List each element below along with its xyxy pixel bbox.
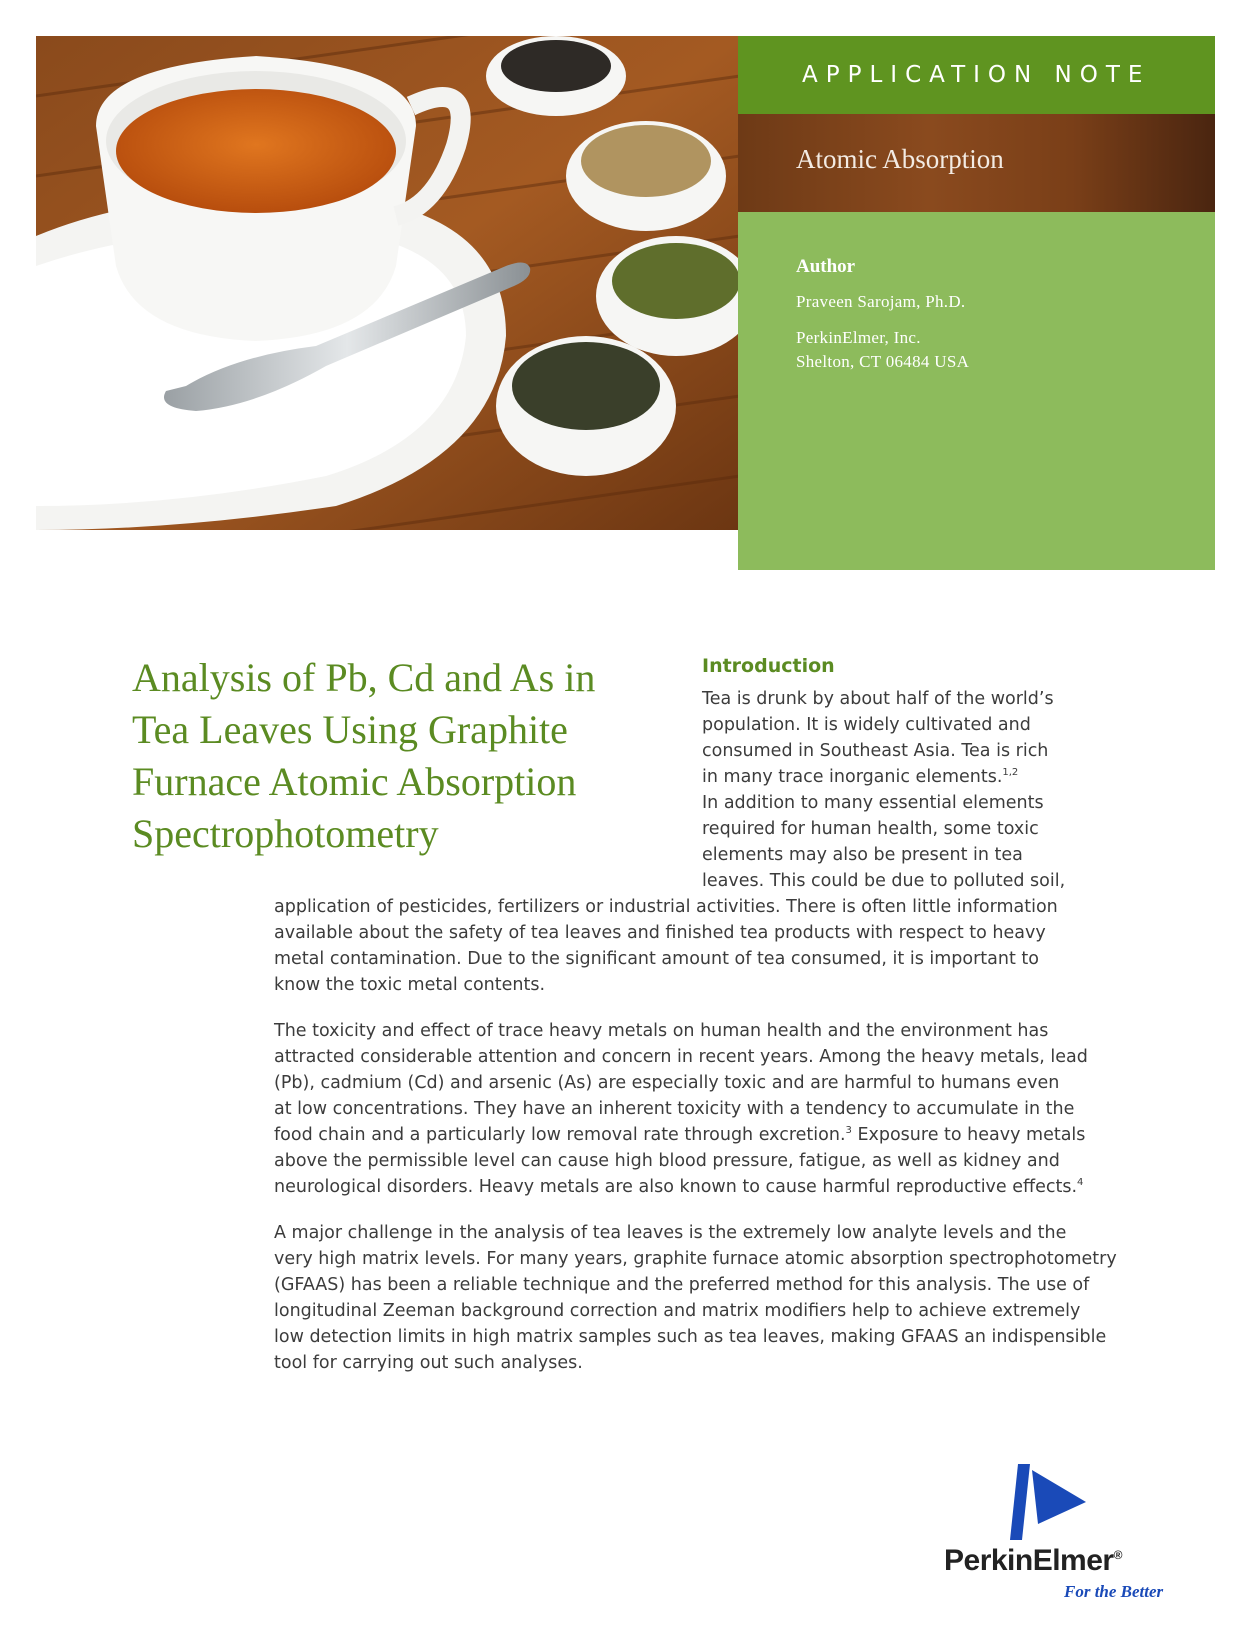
application-note-label: APPLICATION NOTE bbox=[802, 62, 1151, 88]
intro-line: In addition to many essential elements bbox=[702, 793, 1044, 813]
body-line: know the toxic metal contents. bbox=[274, 975, 546, 995]
body-line: at low concentrations. They have an inherent toxicity with a tendency to accumulate in the bbox=[274, 1099, 1075, 1119]
body-line: (Pb), cadmium (Cd) and arsenic (As) are especially toxic and are harmful to humans even bbox=[274, 1073, 1060, 1093]
intro-line: consumed in Southeast Asia. Tea is rich bbox=[702, 741, 1049, 761]
body-line: low detection limits in high matrix samples such as tea leaves, making GFAAS an indispensible bbox=[274, 1327, 1107, 1347]
author-address: Shelton, CT 06484 USA bbox=[796, 352, 970, 371]
intro-line: population. It is widely cultivated and bbox=[702, 715, 1031, 735]
category-label: Atomic Absorption bbox=[796, 144, 1004, 174]
reference-superscript: 4 bbox=[1077, 1177, 1084, 1189]
intro-line: elements may also be present in tea bbox=[702, 845, 1023, 865]
author-heading: Author bbox=[796, 256, 856, 277]
intro-line-text: in many trace inorganic elements. bbox=[702, 767, 1003, 787]
reference-superscript: 1,2 bbox=[1002, 767, 1019, 779]
reference-superscript: 3 bbox=[845, 1125, 852, 1137]
body-line: The toxicity and effect of trace heavy metals on human health and the environment has bbox=[274, 1021, 1049, 1041]
logo-tagline: For the Better bbox=[1064, 1582, 1164, 1601]
author-panel bbox=[738, 212, 1215, 570]
title-line: Tea Leaves Using Graphite bbox=[132, 707, 568, 752]
body-line: above the permissible level can cause high blood pressure, fatigue, as well as kidney and bbox=[274, 1151, 1060, 1171]
page-title bbox=[132, 652, 652, 860]
intro-line bbox=[702, 767, 1018, 787]
title-line: Furnace Atomic Absorption bbox=[132, 759, 577, 804]
body-line: tool for carrying out such analyses. bbox=[274, 1353, 583, 1373]
application-note-band bbox=[738, 36, 1215, 114]
body-line: metal contamination. Due to the significant amount of tea consumed, it is important to bbox=[274, 949, 1039, 969]
body-line: very high matrix levels. For many years, graphite furnace atomic absorption spectrophotometry bbox=[274, 1249, 1117, 1269]
body-line: available about the safety of tea leaves and finished tea products with respect to heavy bbox=[274, 923, 1046, 943]
intro-line: required for human health, some toxic bbox=[702, 819, 1039, 839]
logo-p-mark-icon bbox=[982, 1462, 1092, 1542]
author-company: PerkinElmer, Inc. bbox=[796, 328, 921, 347]
body-line bbox=[274, 1125, 1085, 1145]
body-line-text: neurological disorders. Heavy metals are also known to cause harmful reproductive effects. bbox=[274, 1177, 1078, 1197]
hero-photo bbox=[36, 36, 740, 530]
perkinelmer-logo bbox=[940, 1462, 1190, 1612]
title-line: Analysis of Pb, Cd and As in bbox=[132, 655, 596, 700]
intro-line: Tea is drunk by about half of the world’s bbox=[702, 689, 1054, 709]
title-line: Spectrophotometry bbox=[132, 811, 439, 856]
body-line-text: food chain and a particularly low removal rate through excretion. bbox=[274, 1125, 846, 1145]
body-line: longitudinal Zeeman background correction and matrix modifiers help to achieve extremely bbox=[274, 1301, 1081, 1321]
intro-line: leaves. This could be due to polluted soil, bbox=[702, 871, 1066, 891]
body-line: attracted considerable attention and concern in recent years. Among the heavy metals, lead bbox=[274, 1047, 1088, 1067]
body-line: (GFAAS) has been a reliable technique and the preferred method for this analysis. The use of bbox=[274, 1275, 1090, 1295]
author-name: Praveen Sarojam, Ph.D. bbox=[796, 292, 966, 311]
body-line bbox=[274, 1177, 1083, 1197]
body-line: application of pesticides, fertilizers or industrial activities. There is often little information bbox=[274, 897, 1058, 917]
body-line: A major challenge in the analysis of tea leaves is the extremely low analyte levels and the bbox=[274, 1223, 1067, 1243]
body-line-text: Exposure to heavy metals bbox=[851, 1125, 1086, 1145]
category-band bbox=[738, 114, 1215, 212]
section-heading-introduction: Introduction bbox=[702, 655, 835, 677]
logo-wordmark: PerkinElmer® bbox=[944, 1544, 1122, 1577]
